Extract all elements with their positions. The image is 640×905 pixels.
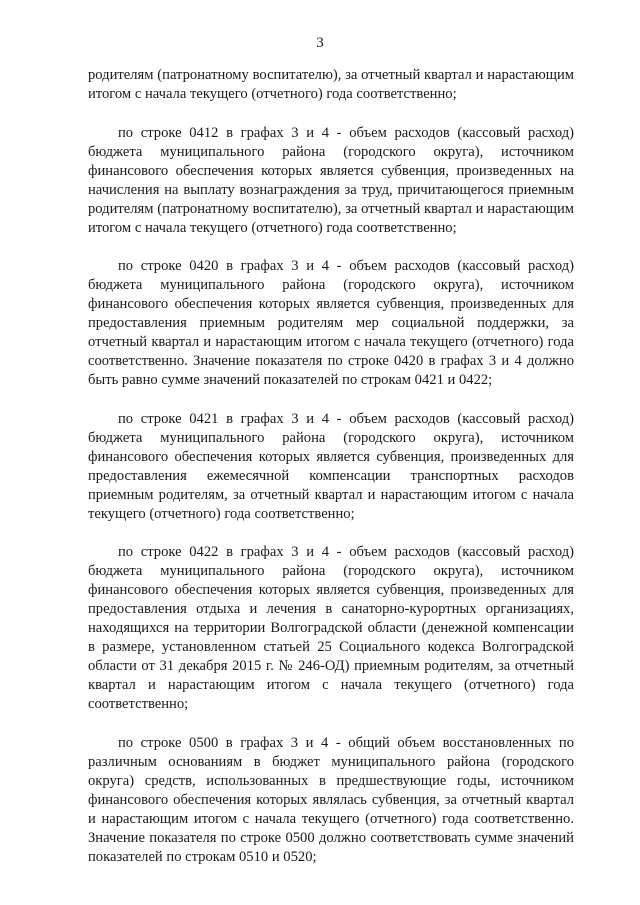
document-body [88, 66, 574, 867]
paragraph-gap [88, 390, 574, 410]
paragraph-gap [88, 104, 574, 124]
page-number: 3 [316, 35, 324, 51]
paragraph-line-0500: по строке 0500 в графах 3 и 4 - общий объем восстановленных по различным основаниям в бюджет муниципального района (городского округа) средств, использованных в предшествующие годы, источником финансового обеспечения которых являлась субвенция, за отчетный квартал и нарастающим итогом с начала текущего (отчетного) года соответственно. Значение показателя по строке 0500 должно соответствовать сумме значений показателей по строкам 0510 и 0520; [88, 734, 574, 865]
paragraph-line-0412: по строке 0412 в графах 3 и 4 - объем расходов (кассовый расход) бюджета муниципального района (городского округа), источником финансового обеспечения которых является субвенция, произведенных на начисления на выплату вознаграждения за труд, причитающегося приемным родителям (патронатному воспитателю), за отчетный квартал и нарастающим итогом с начала текущего (отчетного) года соответственно; [88, 124, 574, 236]
paragraph-continuation: родителям (патронатному воспитателю), за отчетный квартал и нарастающим итогом с начала текущего (отчетного) года соответственно; [88, 67, 574, 102]
paragraph-gap [88, 714, 574, 734]
paragraph-gap [88, 238, 574, 258]
paragraph-line-0422: по строке 0422 в графах 3 и 4 - объем расходов (кассовый расход) бюджета муниципального района (городского округа), источником финансового обеспечения которых является субвенция, произведенных для предоставления отдыха и лечения в санаторно-курортных организациях, находящихся на территории Волгоградской области (денежной компенсации в размере, установленном статьей 25 Социального кодекса Волгоградской области от 31 декабря 2015 г. № 246-ОД) приемным родителям, за отчетный квартал и нарастающим итогом с начала текущего (отчетного) года соответственно; [88, 544, 574, 712]
paragraph-gap [88, 524, 574, 544]
paragraph-line-0421: по строке 0421 в графах 3 и 4 - объем расходов (кассовый расход) бюджета муниципального района (городского округа), источником финансового обеспечения которых является субвенция, произведенных для предоставления ежемесячной компенсации транспортных расходов приемным родителям, за отчетный квартал и нарастающим итогом с начала текущего (отчетного) года соответственно; [88, 410, 574, 522]
paragraph-line-0420: по строке 0420 в графах 3 и 4 - объем расходов (кассовый расход) бюджета муниципального района (городского округа), источником финансового обеспечения которых является субвенция, произведенных для предоставления приемным родителям мер социальной поддержки, за отчетный квартал и нарастающим итогом с начала текущего (отчетного) года соответственно. Значение показателя по строке 0420 в графах 3 и 4 должно быть равно сумме значений показателей по строкам 0421 и 0422; [88, 258, 574, 388]
